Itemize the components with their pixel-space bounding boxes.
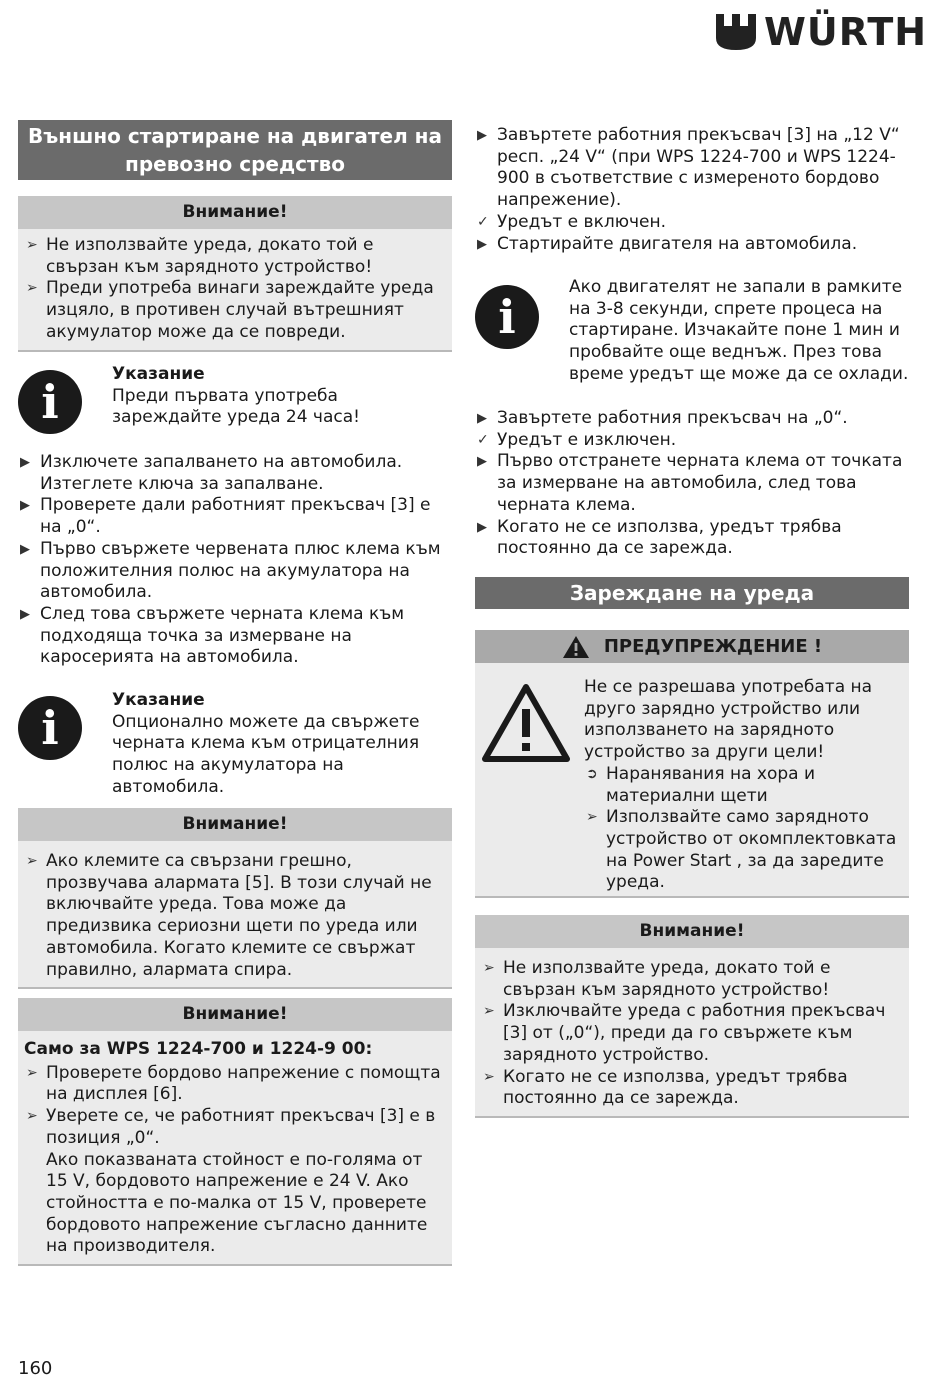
chevron-icon: ➢	[26, 853, 38, 869]
chevron-icon: ➢	[483, 1003, 495, 1020]
result-text: Уредът е изключен.	[497, 429, 677, 450]
section-title-external-start: Външно стартиране на двигател на превозно средство	[18, 120, 452, 180]
warning-box	[475, 630, 909, 898]
list-item: ➢ Не използвайте уреда, докато той е свързан към зарядното устройство!	[26, 235, 374, 277]
step-text: Когато не се използва, уредът трябва постоянно да се зарежда.	[497, 516, 842, 559]
warning-header-text: ПРЕДУПРЕЖДЕНИЕ !	[603, 636, 823, 657]
list-item: ➢ Не използвайте уреда, докато той е свързан към зарядното устройство!	[483, 958, 831, 1000]
info-icon: i	[18, 370, 82, 434]
steps-top	[475, 125, 909, 255]
note-text: Опционално можете да свържете черната клема към отрицателния полюс на акумулатора на автомобила.	[112, 711, 420, 797]
attention-box-3	[18, 998, 452, 1266]
list-item: ➢ Изключвайте уреда с работния прекъсвач [3] от („0“), преди да го свържете към зарядното устройство.	[483, 1001, 886, 1065]
chevron-icon: ➢	[26, 280, 38, 297]
warning-header	[475, 630, 909, 663]
attention-box-right	[475, 915, 909, 1118]
attention-box-1	[18, 196, 452, 352]
arrow-icon: ▶	[477, 128, 487, 143]
model-subtitle: Само за WPS 1224-700 и 1224-9 00:	[24, 1039, 373, 1059]
result-text: Уредът е включен.	[497, 211, 667, 232]
step-text: Първо отстранете черната клема от точката за измерване на автомобила, след това черната клема.	[497, 451, 903, 515]
section-title-charging: Зареждане на уреда	[475, 577, 909, 609]
step-text: Завъртете работния прекъсвач [3] на „12 V“ респ. „24 V“ (при WPS 1224-700 и WPS 1224-900 в съответствие с измереното бордово напрежение).	[497, 125, 900, 211]
note-title: Указание	[112, 364, 205, 384]
attention-header: Внимание!	[18, 808, 452, 841]
warning-large-icon	[481, 683, 571, 763]
step-text: След това свържете черната клема към подходяща точка за измерване на каросерията на автомобила.	[40, 603, 405, 668]
note-title: Указание	[112, 690, 205, 710]
arrow-icon: ▶	[20, 541, 30, 557]
arrow-icon: ▶	[20, 606, 30, 622]
attention-header: Внимание!	[18, 196, 452, 229]
note-text: Преди първата употреба зареждайте уреда 24 часа!	[112, 385, 360, 428]
chevron-icon: ➢	[586, 809, 598, 826]
warning-text: Не се разрешава употребата на друго зарядно устройство или използването на зарядното устройство за други цели!	[584, 677, 873, 763]
arrow-icon: ▶	[20, 455, 30, 470]
attention-header: Внимание!	[475, 915, 909, 948]
step-text: Първо свържете червената плюс клема към положителния полюс на акумулатора на автомобила.	[40, 538, 441, 603]
list-item: ➢ Ако клемите са свързани грешно, прозвучава алармата [5]. В този случай не включвайте уреда. Това може да предизвика сериозни щети по уреда или автомобила. Когато клемите се свържат правилно, алармата спира.	[26, 851, 432, 980]
step-text: Изключете запалването на автомобила. Изтеглете ключа за запалване.	[40, 452, 403, 494]
wurth-logo-icon	[716, 12, 756, 52]
arrow-icon: ▶	[477, 519, 487, 535]
chevron-icon: ➢	[26, 1064, 38, 1081]
page-number: 160	[18, 1358, 53, 1379]
check-icon: ✓	[477, 431, 489, 448]
check-icon: ✓	[477, 213, 489, 230]
chevron-icon: ➢	[483, 1068, 495, 1085]
attention-header: Внимание!	[18, 998, 452, 1031]
chevron-icon: ➢	[483, 960, 495, 976]
consequence-item: ➲ Наранявания на хора и материални щети	[586, 763, 816, 806]
info-icon: i	[18, 696, 82, 760]
note-right	[475, 277, 909, 386]
chevron-icon: ➢	[26, 1108, 38, 1125]
list-item: ➢ Уверете се, че работният прекъсвач [3] е в позиция „0“.	[26, 1106, 436, 1148]
wurth-logo	[716, 12, 927, 52]
consequence-icon: ➲	[586, 765, 598, 782]
arrow-icon: ▶	[20, 498, 30, 514]
arrow-icon: ▶	[477, 236, 487, 252]
step-text: Завъртете работния прекъсвач на „0“.	[497, 408, 848, 428]
steps-list	[18, 452, 452, 669]
note-1	[18, 364, 452, 434]
list-item: ➢ Когато не се използва, уредът трябва постоянно да се зарежда.	[483, 1066, 848, 1109]
arrow-icon: ▶	[477, 411, 487, 426]
warning-triangle-icon	[562, 635, 590, 659]
step-text: Проверете дали работният прекъсвач [3] е на „0“.	[40, 495, 431, 538]
list-item: ➢ Проверете бордово напрежение с помощта на дисплея [6].	[26, 1062, 441, 1105]
list-item: ➢ Преди употреба винаги зареждайте уреда изцяло, в противен случай вътрешният акумулатор може да се повреди.	[26, 278, 434, 342]
chevron-icon: ➢	[26, 237, 38, 253]
arrow-icon: ▶	[477, 454, 487, 470]
attention-box-2	[18, 808, 452, 989]
step-text: Стартирайте двигателя на автомобила.	[497, 233, 858, 254]
info-icon: i	[475, 285, 539, 349]
note-2	[18, 690, 452, 799]
logo-text: WÜRTH	[764, 10, 928, 54]
action-item: ➢ Използвайте само зарядното устройство от окомплектовката на Power Start , за да заредите уреда.	[586, 807, 897, 893]
list-item-extra: Ако показваната стойност е по-голяма от 15 V, бордовото напрежение е 24 V. Ако стойността е по-малка от 15 V, проверете бордовото напрежение съгласно данните на производителя.	[46, 1149, 428, 1257]
note-text: Ако двигателят не запали в рамките на 3-8 секунди, спрете процеса на стартиране. Изчакайте поне 1 мин и пробвайте още веднъж. През това време уредът ще може да се охлади.	[569, 277, 909, 384]
steps-mid	[475, 408, 909, 560]
